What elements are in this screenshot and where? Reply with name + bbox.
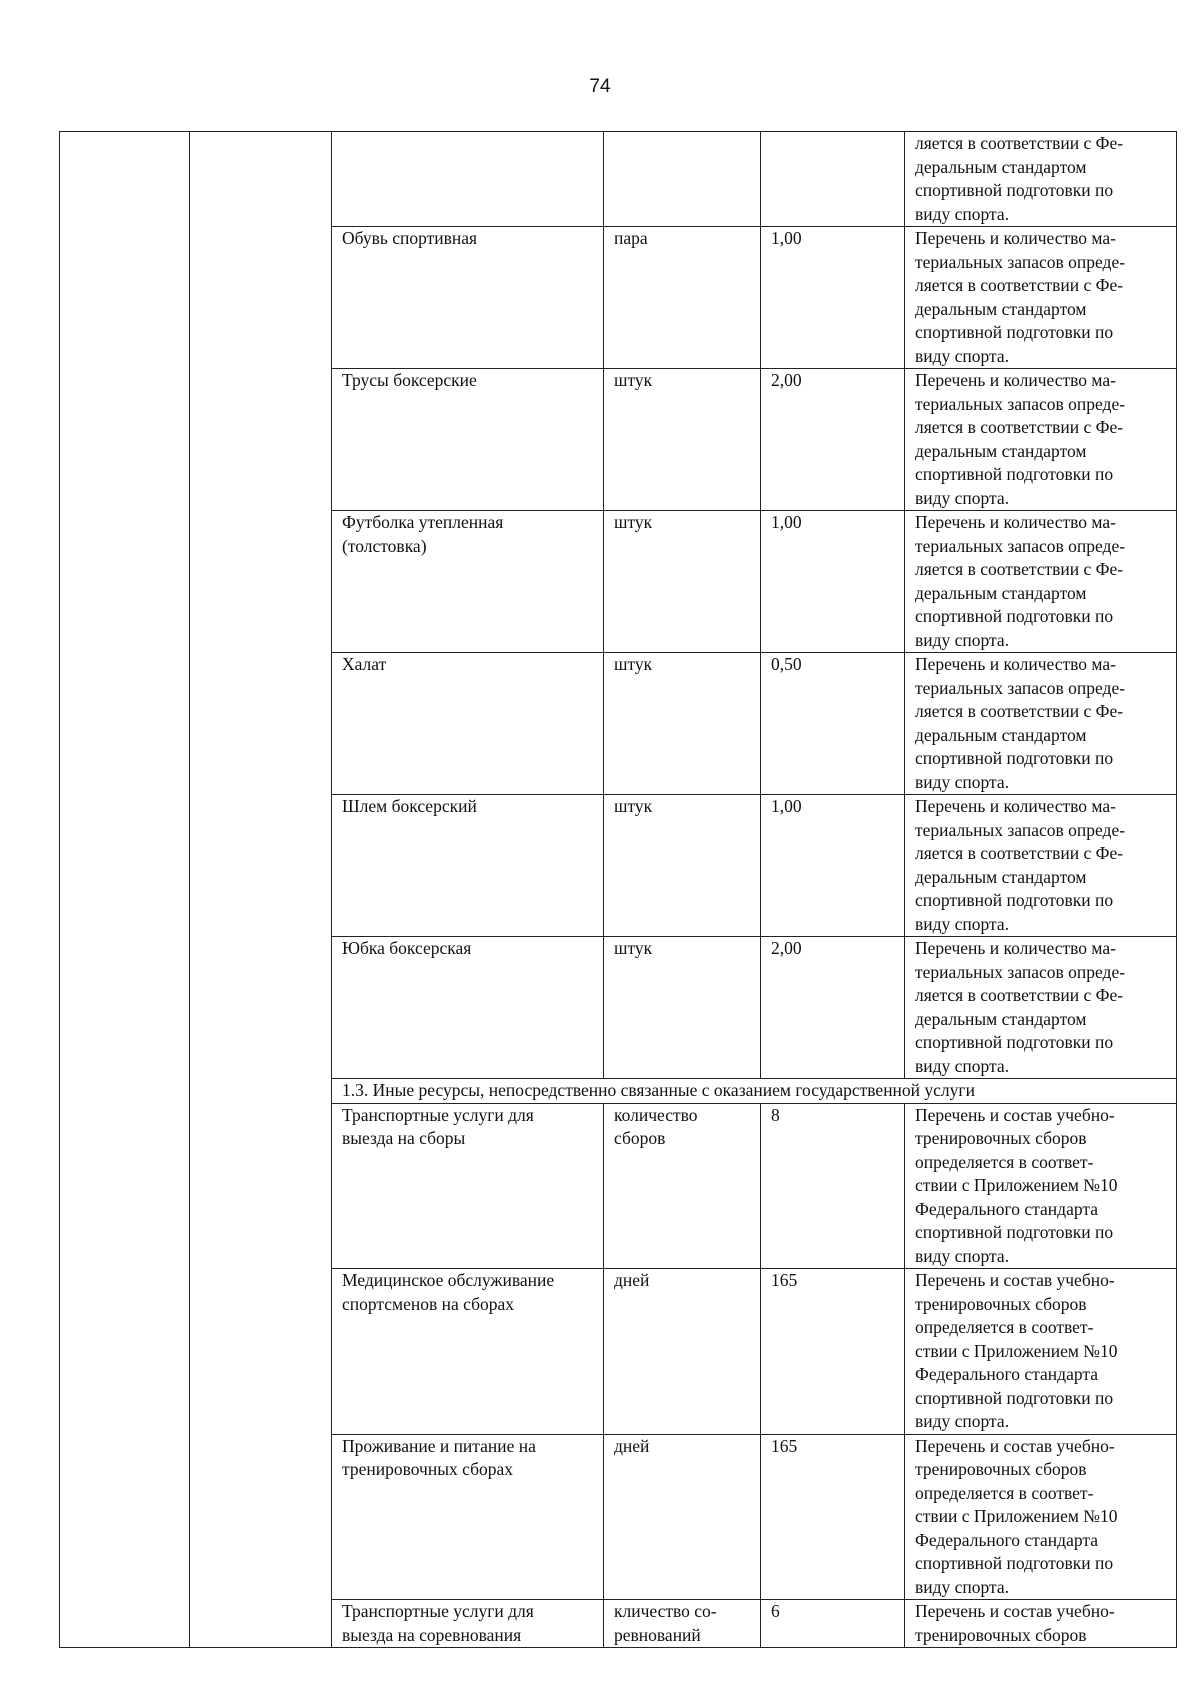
name-cell xyxy=(332,227,604,369)
value-text: 6 xyxy=(771,1601,780,1621)
unit-line: ревнований xyxy=(614,1624,701,1645)
note-cell xyxy=(905,369,1177,511)
note-line: определяется в соответ- xyxy=(915,1482,1094,1503)
note-line: териальных запасов опреде- xyxy=(915,677,1126,698)
unit-line: количество xyxy=(614,1104,698,1125)
note-line: Федерального стандарта xyxy=(915,1529,1098,1550)
unit-cell xyxy=(604,1269,761,1435)
resource-table xyxy=(59,131,1177,1648)
name-line: Обувь спортивная xyxy=(342,228,478,248)
note-cell xyxy=(905,227,1177,369)
value-cell xyxy=(761,1269,905,1435)
note-cell xyxy=(905,511,1177,653)
note-line: деральным стандартом xyxy=(915,866,1087,887)
unit-line: дней xyxy=(614,1270,650,1290)
note-line: ляется в соответствии с Фе- xyxy=(915,843,1124,863)
unit-line: штук xyxy=(614,796,653,816)
note-line: деральным стандартом xyxy=(915,724,1087,745)
note-line: виду спорта. xyxy=(915,203,1010,224)
note-line: спортивной подготовки по xyxy=(915,1032,1114,1052)
value-cell xyxy=(761,132,905,227)
name-cell xyxy=(332,369,604,511)
value-text: 1,00 xyxy=(771,796,802,816)
note-cell xyxy=(905,653,1177,795)
note-line: Перечень и состав учебно- xyxy=(915,1601,1115,1621)
note-line: тренировочных сборов xyxy=(915,1128,1087,1148)
note-line: виду спорта. xyxy=(915,771,1010,792)
name-line: тренировочных сборах xyxy=(342,1459,514,1479)
table-row xyxy=(60,132,1177,227)
note-line: виду спорта. xyxy=(915,345,1010,366)
note-line: спортивной подготовки по xyxy=(915,890,1114,910)
value-text: 165 xyxy=(771,1270,798,1290)
note-cell xyxy=(905,795,1177,937)
value-text: 165 xyxy=(771,1435,798,1456)
name-line: Футболка утепленная xyxy=(342,512,504,532)
note-line: спортивной подготовки по xyxy=(915,606,1114,626)
unit-cell xyxy=(604,369,761,511)
unit-cell xyxy=(604,1103,761,1269)
note-line: ляется в соответствии с Фе- xyxy=(915,559,1124,579)
note-line: виду спорта. xyxy=(915,629,1010,650)
name-cell xyxy=(332,1269,604,1435)
unit-line: штук xyxy=(614,512,653,532)
note-line: тренировочных сборов xyxy=(915,1293,1087,1314)
value-cell xyxy=(761,1600,905,1648)
note-line: Федерального стандарта xyxy=(915,1198,1098,1219)
note-line: ствии с Приложением №10 xyxy=(915,1506,1118,1526)
note-cell xyxy=(905,1103,1177,1269)
value-text: 2,00 xyxy=(771,370,802,390)
value-cell xyxy=(761,511,905,653)
note-line: тренировочных сборов xyxy=(915,1459,1087,1479)
note-line: деральным стандартом xyxy=(915,1008,1087,1029)
note-line: спортивной подготовки по xyxy=(915,748,1114,768)
unit-cell xyxy=(604,1600,761,1648)
note-cell xyxy=(905,1600,1177,1648)
note-line: виду спорта. xyxy=(915,1055,1010,1076)
note-line: виду спорта. xyxy=(915,1411,1010,1431)
note-line: спортивной подготовки по xyxy=(915,180,1114,200)
note-line: ляется в соответствии с Фе- xyxy=(915,701,1124,721)
note-line: Перечень и состав учебно- xyxy=(915,1270,1115,1290)
unit-line: штук xyxy=(614,370,653,390)
note-line: ствии с Приложением №10 xyxy=(915,1175,1118,1195)
name-line: выезда на сборы xyxy=(342,1128,466,1148)
name-line: спортсменов на сборах xyxy=(342,1293,515,1314)
unit-line: сборов xyxy=(614,1128,666,1148)
name-cell xyxy=(332,1434,604,1600)
note-line: деральным стандартом xyxy=(915,298,1087,319)
note-line: териальных запасов опреде- xyxy=(915,535,1126,556)
note-line: спортивной подготовки по xyxy=(915,1553,1114,1573)
note-line: виду спорта. xyxy=(915,487,1010,508)
note-line: Перечень и количество ма- xyxy=(915,654,1116,674)
note-line: определяется в соответ- xyxy=(915,1151,1094,1172)
name-cell xyxy=(332,1600,604,1648)
note-cell xyxy=(905,937,1177,1079)
note-line: спортивной подготовки по xyxy=(915,1222,1114,1242)
second-blank-column xyxy=(190,132,332,1648)
value-cell xyxy=(761,369,905,511)
note-line: Перечень и состав учебно- xyxy=(915,1435,1115,1456)
note-line: спортивной подготовки по xyxy=(915,464,1114,484)
name-line: Халат xyxy=(342,654,387,674)
note-line: деральным стандартом xyxy=(915,440,1087,461)
name-line: Медицинское обслуживание xyxy=(342,1270,555,1290)
note-line: териальных запасов опреде- xyxy=(915,393,1126,414)
value-cell xyxy=(761,937,905,1079)
value-cell xyxy=(761,1103,905,1269)
value-cell xyxy=(761,227,905,369)
note-line: Перечень и количество ма- xyxy=(915,228,1116,248)
note-line: ляется в соответствии с Фе- xyxy=(915,133,1124,153)
unit-line: штук xyxy=(614,938,653,958)
unit-line: пара xyxy=(614,228,648,248)
unit-cell xyxy=(604,227,761,369)
note-line: Перечень и количество ма- xyxy=(915,796,1116,816)
note-line: Перечень и количество ма- xyxy=(915,938,1116,958)
note-line: спортивной подготовки по xyxy=(915,322,1114,342)
name-line: выезда на соревнования xyxy=(342,1624,522,1645)
unit-line: дней xyxy=(614,1435,650,1456)
name-line: Транспортные услуги для xyxy=(342,1601,534,1621)
value-text: 2,00 xyxy=(771,938,802,958)
unit-cell xyxy=(604,653,761,795)
note-line: териальных запасов опреде- xyxy=(915,251,1126,272)
note-line: ствии с Приложением №10 xyxy=(915,1340,1118,1361)
value-text: 1,00 xyxy=(771,228,802,248)
unit-cell xyxy=(604,1434,761,1600)
note-line: ляется в соответствии с Фе- xyxy=(915,275,1124,295)
value-text: 8 xyxy=(771,1104,780,1125)
note-line: деральным стандартом xyxy=(915,156,1087,177)
note-line: Перечень и количество ма- xyxy=(915,512,1116,532)
note-line: Перечень и количество ма- xyxy=(915,370,1116,390)
name-line: Проживание и питание на xyxy=(342,1435,536,1456)
name-line: (толстовка) xyxy=(342,535,427,556)
name-cell xyxy=(332,653,604,795)
note-line: Перечень и состав учебно- xyxy=(915,1104,1115,1125)
note-line: териальных запасов опреде- xyxy=(915,819,1126,840)
name-cell xyxy=(332,937,604,1079)
name-line: Транспортные услуги для xyxy=(342,1104,534,1125)
left-blank-column xyxy=(60,132,190,1648)
note-line: Федерального стандарта xyxy=(915,1364,1098,1384)
name-line: Шлем боксерский xyxy=(342,796,477,816)
note-line: тренировочных сборов xyxy=(915,1624,1087,1645)
unit-line: кличество со- xyxy=(614,1601,717,1621)
note-line: териальных запасов опреде- xyxy=(915,961,1126,982)
section-heading: 1.3. Иные ресурсы, непосредственно связанные с оказанием государственной услуги xyxy=(332,1079,1177,1104)
value-text: 0,50 xyxy=(771,654,802,674)
note-line: ляется в соответствии с Фе- xyxy=(915,985,1124,1005)
name-cell xyxy=(332,132,604,227)
name-cell xyxy=(332,795,604,937)
note-line: спортивной подготовки по xyxy=(915,1387,1114,1408)
page-number: 74 xyxy=(589,76,611,97)
name-line: Юбка боксерская xyxy=(342,938,472,958)
note-line: виду спорта. xyxy=(915,913,1010,934)
unit-cell xyxy=(604,511,761,653)
value-text: 1,00 xyxy=(771,512,802,532)
name-line: Трусы боксерские xyxy=(342,370,477,390)
value-cell xyxy=(761,1434,905,1600)
note-line: деральным стандартом xyxy=(915,582,1087,603)
unit-cell xyxy=(604,937,761,1079)
note-cell xyxy=(905,1269,1177,1435)
value-cell xyxy=(761,653,905,795)
note-cell xyxy=(905,1434,1177,1600)
note-cell xyxy=(905,132,1177,227)
unit-cell xyxy=(604,132,761,227)
name-cell xyxy=(332,511,604,653)
unit-cell xyxy=(604,795,761,937)
note-line: виду спорта. xyxy=(915,1576,1010,1597)
value-cell xyxy=(761,795,905,937)
name-cell xyxy=(332,1103,604,1269)
unit-line: штук xyxy=(614,654,653,674)
note-line: определяется в соответ- xyxy=(915,1317,1094,1337)
note-line: ляется в соответствии с Фе- xyxy=(915,417,1124,437)
note-line: виду спорта. xyxy=(915,1245,1010,1266)
